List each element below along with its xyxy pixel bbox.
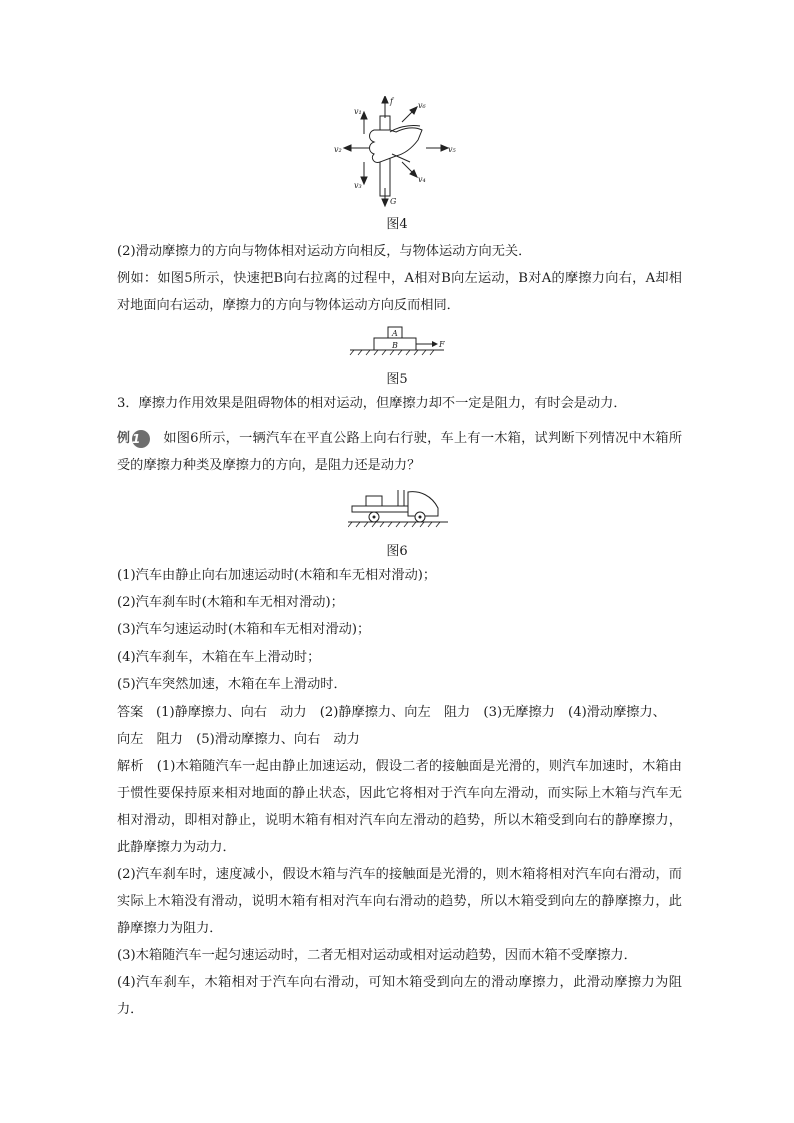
example-word: 例 (117, 431, 131, 446)
paragraph-example: 例如：如图5所示，快速把B向右拉离的过程中，A相对B向左运动，B对A的摩擦力向右，A却相对地面向右运动，摩擦力的方向与物体运动方向反而相同． (117, 271, 682, 313)
analysis-3: (3)木箱随汽车一起匀速运动时，二者无相对运动或相对运动趋势，因而木箱不受摩擦力． (117, 948, 637, 963)
label-v6: v₆ (418, 101, 426, 110)
label-v1: v₁ (354, 107, 362, 116)
analysis-label: 解析 (117, 759, 144, 774)
label-v2: v₂ (334, 145, 342, 154)
figure-4-hand-rod-diagram (330, 96, 460, 208)
label-v4: v₄ (418, 175, 426, 184)
example-question-text: 如图6所示，一辆汽车在平直公路上向右行驶，车上有一木箱，试判断下列情况中木箱所受的摩擦力种类及摩擦力的方向，是阻力还是动力？ (117, 431, 683, 473)
case-4: (4)汽车刹车，木箱在车上滑动时； (117, 650, 321, 665)
label-v5: v₅ (448, 145, 456, 154)
analysis-4: (4)汽车刹车，木箱相对于汽车向右滑动，可知木箱受到向左的滑动摩擦力，此滑动摩擦力为阻力． (117, 975, 682, 1017)
example-badge (117, 425, 150, 452)
point-3: 3．摩擦力作用效果是阻碍物体的相对运动，但摩擦力却不一定是阻力，有时会是动力． (117, 396, 627, 411)
analysis-1-text: (1)木箱随汽车一起由静止加速运动，假设二者的接触面是光滑的，则汽车加速时，木箱由于惯性要保持原来相对地面的静止状态，因此它将相对于汽车向左滑动，而实际上木箱与汽车无相对滑动，即相对静止，说明木箱有相对汽车向左滑动的趋势，所以木箱受到向右的静摩擦力，此静摩擦力为动力． (117, 759, 682, 855)
label-v3: v₃ (354, 181, 362, 190)
answer-label: 答案 (117, 705, 144, 720)
answer-line-2: 向左 阻力 (5)滑动摩擦力、向右 动力 (117, 732, 360, 747)
figure-5-caption: 图5 (386, 372, 408, 387)
analysis-1 (117, 753, 682, 861)
fig5-label-A: A (392, 329, 398, 338)
case-2: (2)汽车刹车时(木箱和车无相对滑动)； (117, 595, 344, 610)
case-3: (3)汽车匀速运动时(木箱和车无相对滑动)； (117, 622, 371, 637)
figure-5-blocks-diagram (348, 325, 448, 357)
figure-4-caption: 图4 (386, 217, 408, 232)
answer-text-1: (1)静摩擦力、向右 动力 (2)静摩擦力、向左 阻力 (3)无摩擦力 (4)滑动摩擦力、 (155, 705, 666, 720)
analysis-2: (2)汽车刹车时，速度减小，假设木箱与汽车的接触面是光滑的，则木箱将相对汽车向右滑动，而实际上木箱没有滑动，说明木箱有相对汽车向右滑动的趋势，所以木箱受到向左的静摩擦力，此静摩擦力为阻力． (117, 867, 682, 936)
label-G: G (390, 197, 397, 206)
label-f: f (390, 97, 393, 106)
example-number: 1 (132, 430, 150, 448)
fig5-label-F: F (439, 340, 445, 349)
fig5-label-B: B (392, 341, 398, 350)
paragraph-sliding-friction: (2)滑动摩擦力的方向与物体相对运动方向相反，与物体运动方向无关． (117, 244, 532, 259)
figure-6-caption: 图6 (386, 544, 408, 559)
case-5: (5)汽车突然加速，木箱在车上滑动时． (117, 677, 347, 692)
answer-line-1 (117, 699, 666, 726)
figure-6-truck-diagram (348, 486, 448, 530)
example-1-question (117, 425, 682, 479)
case-1: (1)汽车由静止向右加速运动时(木箱和车无相对滑动)； (117, 568, 437, 583)
